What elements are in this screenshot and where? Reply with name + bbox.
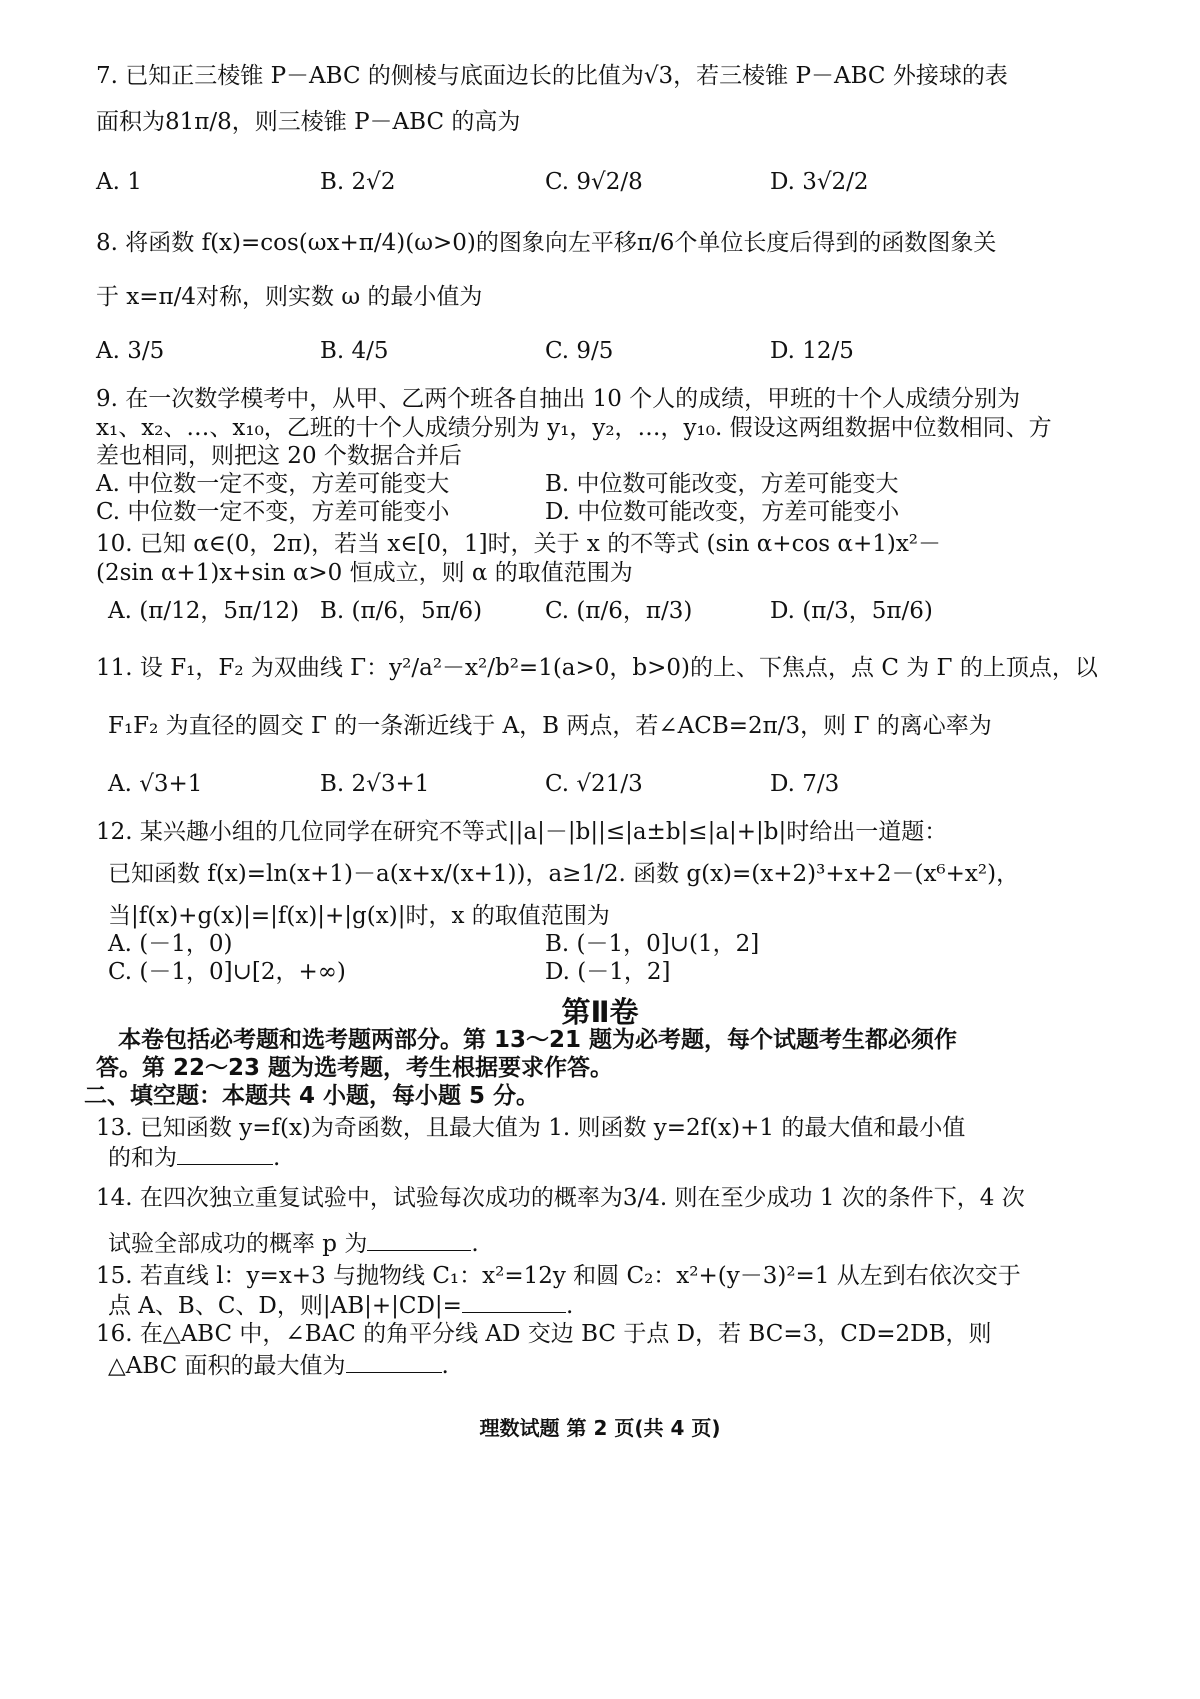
q7-option-c: C. 9√2/8	[545, 169, 643, 195]
q16-line2	[108, 1350, 449, 1380]
q11-option-a: A. √3+1	[108, 771, 203, 797]
q12-option-a: A. (－1，0)	[108, 931, 233, 957]
q9-option-d: D. 中位数可能改变，方差可能变小	[545, 499, 900, 525]
q11-line2: F₁F₂ 为直径的圆交 Γ 的一条渐近线于 A，B 两点，若∠ACB=2π/3，则 Γ 的离心率为	[108, 713, 992, 739]
q8-option-d: D. 12/5	[770, 338, 854, 364]
q15-answer-blank[interactable]	[462, 1290, 566, 1313]
q14-line2	[108, 1228, 479, 1258]
q10-option-a: A. (π/12，5π/12)	[108, 598, 300, 624]
q14-answer-blank[interactable]	[367, 1228, 471, 1251]
fill-heading: 二、填空题：本题共 4 小题，每小题 5 分。	[84, 1083, 540, 1109]
q12-line2: 已知函数 f(x)=ln(x+1)－a(x+x/(x+1))，a≥1/2. 函数 g(x)=(x+2)³+x+2－(x⁶+x²)，	[108, 861, 1020, 887]
q14-line1: 14. 在四次独立重复试验中，试验每次成功的概率为3/4. 则在至少成功 1 次的条件下，4 次	[96, 1185, 1025, 1211]
q16-answer-blank[interactable]	[346, 1350, 442, 1373]
q11-option-b: B. 2√3+1	[320, 771, 430, 797]
q9-line1: 9. 在一次数学模考中，从甲、乙两个班各自抽出 10 个人的成绩，甲班的十个人成绩分别为	[96, 386, 1021, 412]
q15-line1: 15. 若直线 l：y=x+3 与抛物线 C₁：x²=12y 和圆 C₂：x²+(y－3)²=1 从左到右依次交于	[96, 1263, 1021, 1289]
section-intro-line2: 答。第 22～23 题为选考题，考生根据要求作答。	[96, 1055, 614, 1081]
q12-option-d: D. (－1，2]	[545, 959, 671, 985]
q9-option-b: B. 中位数可能改变，方差可能变大	[545, 471, 899, 497]
q12-line1: 12. 某兴趣小组的几位同学在研究不等式||a|－|b||≤|a±b|≤|a|+|b|时给出一道题：	[96, 819, 948, 845]
q7-option-a: A. 1	[96, 169, 142, 195]
q13-text: 的和为	[108, 1145, 177, 1171]
q10-line1: 10. 已知 α∈(0，2π)，若当 x∈[0，1]时，关于 x 的不等式 (sin α+cos α+1)x²－	[96, 531, 942, 557]
q10-option-d: D. (π/3，5π/6)	[770, 598, 933, 624]
q15-text: 点 A、B、C、D，则|AB|+|CD|=	[108, 1293, 462, 1319]
q9-line2: x₁、x₂、…、x₁₀，乙班的十个人成绩分别为 y₁，y₂，…，y₁₀. 假设这两组数据中位数相同、方	[96, 415, 1052, 441]
q7-option-b: B. 2√2	[320, 169, 396, 195]
section-title: 第Ⅱ卷	[561, 995, 639, 1029]
q13-answer-blank[interactable]	[177, 1142, 273, 1165]
q15-period: .	[565, 1293, 574, 1319]
q8-option-c: C. 9/5	[545, 338, 614, 364]
q16-period: .	[441, 1353, 449, 1379]
q15-line2	[108, 1290, 573, 1320]
section-intro-line1: 本卷包括必考题和选考题两部分。第 13～21 题为必考题，每个试题考生都必须作	[118, 1027, 958, 1053]
q13-period: .	[273, 1145, 281, 1171]
q13-line1: 13. 已知函数 y=f(x)为奇函数，且最大值为 1. 则函数 y=2f(x)+1 的最大值和最小值	[96, 1115, 966, 1141]
q8-line2: 于 x=π/4对称，则实数 ω 的最小值为	[96, 284, 483, 310]
q12-option-c: C. (－1，0]∪[2，+∞)	[108, 959, 346, 985]
q14-text: 试验全部成功的概率 p 为	[108, 1231, 368, 1257]
q10-option-c: C. (π/6，π/3)	[545, 598, 693, 624]
q9-option-a: A. 中位数一定不变，方差可能变大	[96, 471, 450, 497]
page-footer: 理数试题 第 2 页(共 4 页)	[479, 1416, 721, 1440]
q16-line1: 16. 在△ABC 中，∠BAC 的角平分线 AD 交边 BC 于点 D，若 BC=3，CD=2DB，则	[96, 1321, 992, 1347]
q7-option-d: D. 3√2/2	[770, 169, 869, 195]
q11-line1: 11. 设 F₁，F₂ 为双曲线 Γ：y²/a²－x²/b²=1(a>0，b>0)的上、下焦点，点 C 为 Γ 的上顶点，以	[96, 655, 1098, 681]
q11-option-d: D. 7/3	[770, 771, 840, 797]
q7-line2: 面积为81π/8，则三棱锥 P－ABC 的高为	[96, 109, 521, 135]
q7-line1: 7. 已知正三棱锥 P－ABC 的侧棱与底面边长的比值为√3，若三棱锥 P－ABC 外接球的表	[96, 63, 1008, 89]
q16-text: △ABC 面积的最大值为	[108, 1353, 346, 1379]
q8-option-a: A. 3/5	[96, 338, 165, 364]
q8-line1: 8. 将函数 f(x)=cos(ωx+π/4)(ω>0)的图象向左平移π/6个单位长度后得到的函数图象关	[96, 230, 997, 256]
q14-period: .	[471, 1231, 479, 1257]
q12-option-b: B. (－1，0]∪(1，2]	[545, 931, 760, 957]
q10-option-b: B. (π/6，5π/6)	[320, 598, 483, 624]
q9-line3: 差也相同，则把这 20 个数据合并后	[96, 443, 462, 469]
q10-line2: (2sin α+1)x+sin α>0 恒成立，则 α 的取值范围为	[96, 560, 633, 586]
q13-line2	[108, 1142, 280, 1172]
q11-option-c: C. √21/3	[545, 771, 643, 797]
q9-option-c: C. 中位数一定不变，方差可能变小	[96, 499, 450, 525]
q12-line3: 当|f(x)+g(x)|=|f(x)|+|g(x)|时，x 的取值范围为	[108, 903, 610, 929]
q8-option-b: B. 4/5	[320, 338, 389, 364]
